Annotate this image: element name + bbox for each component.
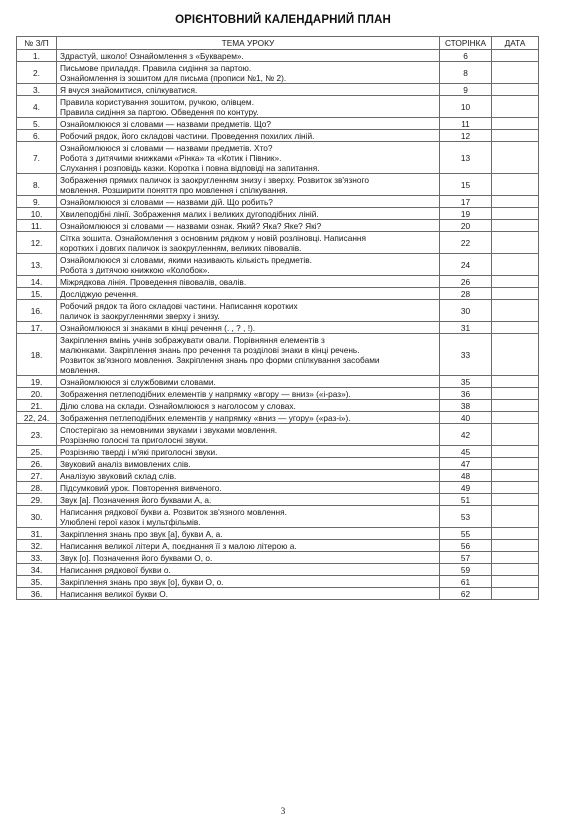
lesson-date-cell[interactable] xyxy=(492,118,539,130)
lesson-topic-line: Здрастуй, школо! Ознайомлення з «Букварем». xyxy=(60,50,244,61)
row-number: 32. xyxy=(17,540,57,552)
lesson-page: 9 xyxy=(440,84,492,96)
lesson-topic xyxy=(57,540,440,552)
lesson-topic-line: Зображення петлеподібних елементів у напрямку «вгору — вниз» («і-раз»). xyxy=(60,388,351,399)
lesson-page: 33 xyxy=(440,334,492,376)
lesson-topic xyxy=(57,276,440,288)
lesson-page: 48 xyxy=(440,470,492,482)
lesson-topic xyxy=(57,552,440,564)
lesson-topic-line: Зображення петлеподібних елементів у напрямку «вниз — угору» («раз-і»). xyxy=(60,412,351,423)
lesson-topic-line: Робота з дитячими книжками «Рінка» та «Котик і Півник». xyxy=(60,152,282,163)
lesson-topic xyxy=(57,446,440,458)
lesson-page: 42 xyxy=(440,424,492,446)
lesson-page: 59 xyxy=(440,564,492,576)
header-topic: ТЕМА УРОКУ xyxy=(57,37,440,50)
lesson-page: 49 xyxy=(440,482,492,494)
lesson-topic xyxy=(57,322,440,334)
lesson-topic xyxy=(57,254,440,276)
lesson-date-cell[interactable] xyxy=(492,208,539,220)
table-row xyxy=(17,400,539,412)
row-number: 23. xyxy=(17,424,57,446)
table-row xyxy=(17,50,539,62)
lesson-topic-line: Досліджую речення. xyxy=(60,288,139,299)
lesson-topic xyxy=(57,506,440,528)
lesson-topic xyxy=(57,482,440,494)
lesson-topic-line: Ознайомлююся зі словами — назвами предметів. Що? xyxy=(60,118,272,129)
lesson-date-cell[interactable] xyxy=(492,232,539,254)
table-row xyxy=(17,376,539,388)
table-row xyxy=(17,300,539,322)
lesson-date-cell[interactable] xyxy=(492,334,539,376)
lesson-page: 30 xyxy=(440,300,492,322)
lesson-page: 40 xyxy=(440,412,492,424)
lesson-topic xyxy=(57,424,440,446)
table-row xyxy=(17,446,539,458)
lesson-date-cell[interactable] xyxy=(492,220,539,232)
lesson-date-cell[interactable] xyxy=(492,470,539,482)
row-number: 29. xyxy=(17,494,57,506)
lesson-date-cell[interactable] xyxy=(492,322,539,334)
lesson-page: 57 xyxy=(440,552,492,564)
table-row xyxy=(17,322,539,334)
page-number: 3 xyxy=(280,806,286,816)
page-title: ОРІЄНТОВНИЙ КАЛЕНДАРНИЙ ПЛАН xyxy=(175,14,391,26)
lesson-topic-line: Звук [а]. Позначення його буквами А, а. xyxy=(60,494,212,505)
row-number: 16. xyxy=(17,300,57,322)
row-number: 17. xyxy=(17,322,57,334)
row-number: 1. xyxy=(17,50,57,62)
table-row xyxy=(17,564,539,576)
lesson-page: 45 xyxy=(440,446,492,458)
lesson-date-cell[interactable] xyxy=(492,458,539,470)
lesson-topic-line: мовлення. Розширити поняття про мовлення і спілкування. xyxy=(60,184,288,195)
lesson-date-cell[interactable] xyxy=(492,424,539,446)
lesson-date-cell[interactable] xyxy=(492,540,539,552)
row-number: 31. xyxy=(17,528,57,540)
row-number: 25. xyxy=(17,446,57,458)
lesson-topic xyxy=(57,334,440,376)
table-row xyxy=(17,174,539,196)
lesson-page: 22 xyxy=(440,232,492,254)
lesson-date-cell[interactable] xyxy=(492,588,539,600)
table-header-row xyxy=(17,37,539,50)
lesson-page: 53 xyxy=(440,506,492,528)
lesson-page: 10 xyxy=(440,96,492,118)
row-number: 20. xyxy=(17,388,57,400)
lesson-date-cell[interactable] xyxy=(492,506,539,528)
lesson-topic xyxy=(57,50,440,62)
lesson-page: 47 xyxy=(440,458,492,470)
lesson-page: 38 xyxy=(440,400,492,412)
lesson-page: 56 xyxy=(440,540,492,552)
lesson-date-cell[interactable] xyxy=(492,552,539,564)
lesson-page: 36 xyxy=(440,388,492,400)
table-body xyxy=(17,50,539,600)
lesson-topic xyxy=(57,470,440,482)
table-row xyxy=(17,276,539,288)
table-row xyxy=(17,254,539,276)
lesson-topic xyxy=(57,300,440,322)
lesson-topic xyxy=(57,208,440,220)
lesson-date-cell[interactable] xyxy=(492,494,539,506)
table-row xyxy=(17,142,539,174)
lesson-date-cell[interactable] xyxy=(492,482,539,494)
table-row xyxy=(17,96,539,118)
lesson-date-cell[interactable] xyxy=(492,376,539,388)
lesson-topic-line: Я вчуся знайомитися, спілкуватися. xyxy=(60,84,198,95)
lesson-date-cell[interactable] xyxy=(492,50,539,62)
lesson-topic xyxy=(57,130,440,142)
lesson-topic-line: малюнками. Закріплення знань про речення та розділові знаки в кінці речень. xyxy=(60,344,360,355)
row-number: 34. xyxy=(17,564,57,576)
lesson-topic-line: Ознайомлююся зі словами — назвами дій. Що робить? xyxy=(60,196,273,207)
row-number: 30. xyxy=(17,506,57,528)
lesson-topic-line: Ознайомлююся зі знаками в кінці речення (. , ? , !). xyxy=(60,322,256,333)
row-number: 10. xyxy=(17,208,57,220)
lesson-topic-line: Розрізняю тверді і м'які приголосні звуки. xyxy=(60,446,218,457)
lesson-topic xyxy=(57,528,440,540)
row-number: 22, 24. xyxy=(17,412,57,424)
table-row xyxy=(17,220,539,232)
row-number: 2. xyxy=(17,62,57,84)
lesson-date-cell[interactable] xyxy=(492,288,539,300)
row-number: 28. xyxy=(17,482,57,494)
row-number: 5. xyxy=(17,118,57,130)
row-number: 13. xyxy=(17,254,57,276)
lesson-page: 31 xyxy=(440,322,492,334)
lesson-date-cell[interactable] xyxy=(492,254,539,276)
table-row xyxy=(17,506,539,528)
lesson-topic-line: Ознайомлююся зі словами — назвами ознак. Який? Яка? Яке? Які? xyxy=(60,220,322,231)
row-number: 15. xyxy=(17,288,57,300)
lesson-topic-line: Робочий рядок, його складові частини. Проведення похилих ліній. xyxy=(60,130,315,141)
lesson-page: 11 xyxy=(440,118,492,130)
row-number: 12. xyxy=(17,232,57,254)
lesson-topic-line: Звуковий аналіз вимовлених слів. xyxy=(60,458,191,469)
row-number: 8. xyxy=(17,174,57,196)
lesson-topic-line: мовлення. xyxy=(60,364,100,375)
lesson-topic-line: Спостерігаю за немовними звуками і звуками мовлення. xyxy=(60,424,278,435)
lesson-page: 35 xyxy=(440,376,492,388)
lesson-topic-line: Підсумковий урок. Повторення вивченого. xyxy=(60,482,222,493)
header-date: ДАТА xyxy=(492,37,539,50)
lesson-date-cell[interactable] xyxy=(492,300,539,322)
row-number: 7. xyxy=(17,142,57,174)
lesson-topic-line: Закріплення вмінь учнів зображувати овали. Порівняння елементів з xyxy=(60,334,325,345)
table-row xyxy=(17,334,539,376)
lesson-topic-line: Міжрядкова лінія. Проведення півовалів, овалів. xyxy=(60,276,247,287)
lesson-topic xyxy=(57,118,440,130)
table-row xyxy=(17,84,539,96)
row-number: 18. xyxy=(17,334,57,376)
lesson-topic-line: Правила користування зошитом, ручкою, олівцем. xyxy=(60,96,254,107)
table-row xyxy=(17,62,539,84)
row-number: 26. xyxy=(17,458,57,470)
lesson-page: 12 xyxy=(440,130,492,142)
lesson-page: 17 xyxy=(440,196,492,208)
lesson-page: 19 xyxy=(440,208,492,220)
lesson-page: 24 xyxy=(440,254,492,276)
row-number: 21. xyxy=(17,400,57,412)
lesson-topic-line: Звук [о]. Позначення його буквами О, о. xyxy=(60,552,213,563)
lesson-topic-line: Ознайомлення із зошитом для письма (прописи №1, № 2). xyxy=(60,72,287,83)
table-row xyxy=(17,130,539,142)
table-row xyxy=(17,482,539,494)
lesson-date-cell[interactable] xyxy=(492,142,539,174)
lesson-topic-line: Ознайомлююся зі словами — назвами предметів. Хто? xyxy=(60,142,273,153)
lesson-topic-line: Улюблені герої казок і мультфільмів. xyxy=(60,516,201,527)
lesson-date-cell[interactable] xyxy=(492,196,539,208)
lesson-page: 55 xyxy=(440,528,492,540)
row-number: 4. xyxy=(17,96,57,118)
table-row xyxy=(17,552,539,564)
row-number: 14. xyxy=(17,276,57,288)
row-number: 36. xyxy=(17,588,57,600)
table-row xyxy=(17,540,539,552)
lesson-topic-line: Аналізую звуковий склад слів. xyxy=(60,470,177,481)
lesson-date-cell[interactable] xyxy=(492,96,539,118)
table-row xyxy=(17,470,539,482)
lesson-topic xyxy=(57,96,440,118)
lesson-topic-line: Розвиток зв'язного мовлення. Закріплення знань про форми спілкування засобами xyxy=(60,354,380,365)
lesson-topic xyxy=(57,84,440,96)
lesson-topic xyxy=(57,588,440,600)
table-row xyxy=(17,424,539,446)
calendar-plan-table xyxy=(16,36,539,600)
table-row xyxy=(17,196,539,208)
lesson-topic xyxy=(57,220,440,232)
table-row xyxy=(17,458,539,470)
lesson-topic-line: Робочий рядок та його складові частини. Написання коротких xyxy=(60,300,298,311)
table-row xyxy=(17,288,539,300)
lesson-page: 28 xyxy=(440,288,492,300)
table-row xyxy=(17,588,539,600)
lesson-topic-line: Зображення прямих паличок із заокругленням знизу і зверху. Розвиток зв'язного xyxy=(60,174,369,185)
lesson-topic-line: Сітка зошита. Ознайомлення з основним рядком у новій розліновці. Написання xyxy=(60,232,366,243)
lesson-topic-line: Закріплення знань про звук [о], букви О, о. xyxy=(60,576,224,587)
lesson-date-cell[interactable] xyxy=(492,528,539,540)
lesson-topic xyxy=(57,196,440,208)
table-row xyxy=(17,576,539,588)
lesson-date-cell[interactable] xyxy=(492,276,539,288)
lesson-topic xyxy=(57,62,440,84)
lesson-page: 51 xyxy=(440,494,492,506)
table-row xyxy=(17,208,539,220)
table-row xyxy=(17,528,539,540)
lesson-topic xyxy=(57,576,440,588)
table-row xyxy=(17,388,539,400)
lesson-topic-line: Написання великої букви О. xyxy=(60,588,168,599)
row-number: 6. xyxy=(17,130,57,142)
lesson-date-cell[interactable] xyxy=(492,130,539,142)
lesson-page: 26 xyxy=(440,276,492,288)
row-number: 27. xyxy=(17,470,57,482)
lesson-page: 62 xyxy=(440,588,492,600)
lesson-topic-line: Письмове приладдя. Правила сидіння за партою. xyxy=(60,62,252,73)
row-number: 9. xyxy=(17,196,57,208)
lesson-topic-line: Слухання і розповідь казки. Коротка і повна відповіді на запитання. xyxy=(60,162,320,173)
table-row xyxy=(17,494,539,506)
lesson-topic xyxy=(57,142,440,174)
lesson-topic-line: Ознайомлююся зі службовими словами. xyxy=(60,376,216,387)
lesson-date-cell[interactable] xyxy=(492,84,539,96)
lesson-topic-line: Ознайомлююся зі словами, якими називають кількість предметів. xyxy=(60,254,312,265)
row-number: 35. xyxy=(17,576,57,588)
lesson-topic xyxy=(57,174,440,196)
lesson-topic-line: Написання рядкової букви а. Розвиток зв'язного мовлення. xyxy=(60,506,287,517)
lesson-topic-line: Хвилеподібні лінії. Зображення малих і великих дугоподібних ліній. xyxy=(60,208,319,219)
lesson-date-cell[interactable] xyxy=(492,388,539,400)
lesson-date-cell[interactable] xyxy=(492,62,539,84)
lesson-topic-line: Закріплення знань про звук [а], букви А, а. xyxy=(60,528,223,539)
table-row xyxy=(17,232,539,254)
lesson-topic-line: Ділю слова на склади. Ознайомлююся з наголосом у словах. xyxy=(60,400,296,411)
lesson-date-cell[interactable] xyxy=(492,576,539,588)
row-number: 19. xyxy=(17,376,57,388)
lesson-topic-line: Правила сидіння за партою. Обведення по контуру. xyxy=(60,106,259,117)
lesson-topic xyxy=(57,400,440,412)
row-number: 33. xyxy=(17,552,57,564)
lesson-page: 6 xyxy=(440,50,492,62)
lesson-topic xyxy=(57,458,440,470)
lesson-page: 15 xyxy=(440,174,492,196)
lesson-page: 8 xyxy=(440,62,492,84)
lesson-topic-line: паличок із заокругленнями зверху і знизу. xyxy=(60,310,220,321)
lesson-page: 20 xyxy=(440,220,492,232)
table-row xyxy=(17,412,539,424)
header-page: СТОРІНКА xyxy=(440,37,492,50)
row-number: 11. xyxy=(17,220,57,232)
lesson-page: 13 xyxy=(440,142,492,174)
lesson-page: 61 xyxy=(440,576,492,588)
lesson-topic xyxy=(57,232,440,254)
lesson-topic xyxy=(57,376,440,388)
lesson-topic xyxy=(57,564,440,576)
lesson-topic-line: Розрізняю голосні та приголосні звуки. xyxy=(60,434,208,445)
lesson-date-cell[interactable] xyxy=(492,174,539,196)
lesson-topic-line: коротких і довгих паличок із заокругленням, великих півовалів. xyxy=(60,242,302,253)
lesson-date-cell[interactable] xyxy=(492,446,539,458)
lesson-topic-line: Написання великої літери А, поєднання її з малою літерою а. xyxy=(60,540,297,551)
lesson-topic-line: Робота з дитячою книжкою «Колобок». xyxy=(60,264,210,275)
row-number: 3. xyxy=(17,84,57,96)
lesson-topic-line: Написання рядкової букви о. xyxy=(60,564,171,575)
table-row xyxy=(17,118,539,130)
lesson-topic xyxy=(57,494,440,506)
lesson-topic xyxy=(57,288,440,300)
lesson-date-cell[interactable] xyxy=(492,400,539,412)
lesson-topic xyxy=(57,388,440,400)
lesson-topic xyxy=(57,412,440,424)
lesson-date-cell[interactable] xyxy=(492,564,539,576)
lesson-date-cell[interactable] xyxy=(492,412,539,424)
header-num: № З/П xyxy=(17,37,57,50)
